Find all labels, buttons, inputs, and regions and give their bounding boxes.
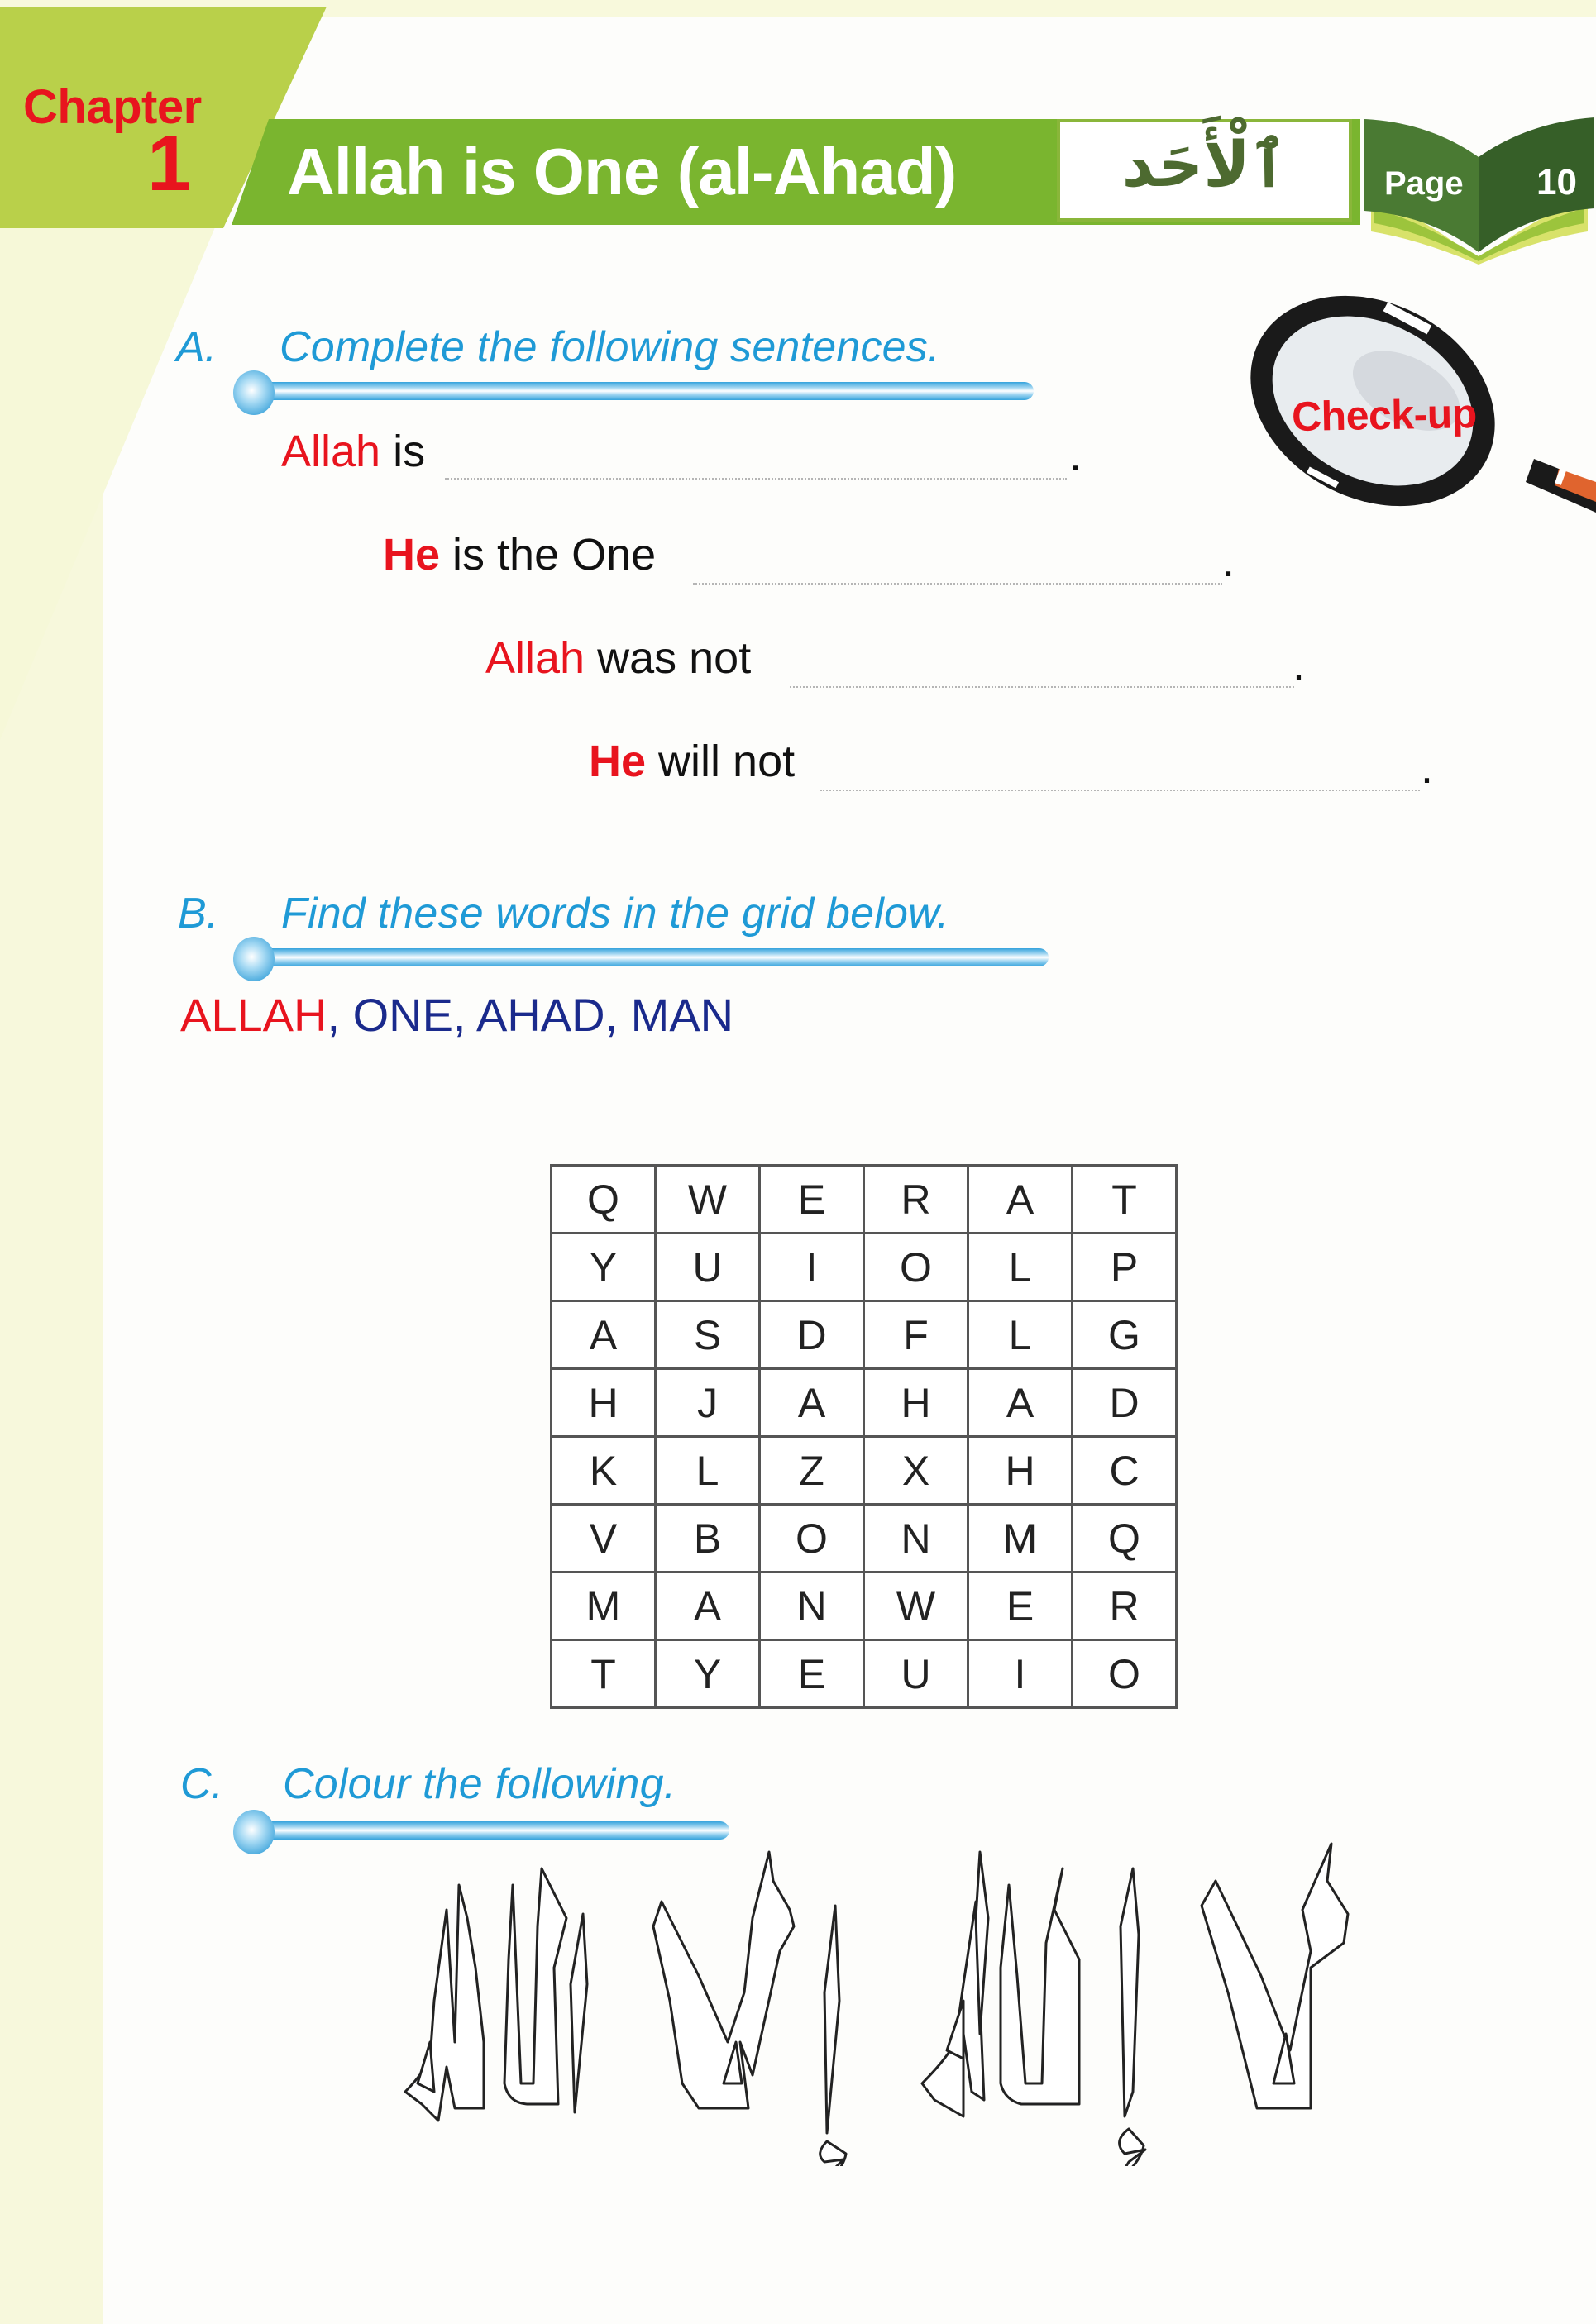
grid-cell[interactable]: Y [656, 1640, 760, 1708]
sentence-2-lead: He [383, 530, 441, 580]
word-separator: , [327, 989, 353, 1041]
sentence-3 [485, 632, 751, 684]
grid-cell[interactable]: E [968, 1572, 1073, 1640]
sentence-4 [589, 736, 795, 787]
grid-cell[interactable]: R [864, 1166, 968, 1234]
section-a-letter: A. [176, 323, 217, 371]
word-one: ONE [352, 989, 453, 1041]
sentence-2-period: . [1222, 537, 1235, 586]
grid-cell[interactable]: W [864, 1572, 968, 1640]
word-list [180, 988, 733, 1042]
checkup-badge-label: Check-up [1291, 390, 1478, 440]
word-man: MAN [630, 989, 734, 1041]
grid-cell[interactable]: A [968, 1166, 1073, 1234]
grid-cell[interactable]: O [864, 1234, 968, 1301]
arabic-title-box [1057, 119, 1352, 222]
grid-cell[interactable]: H [552, 1369, 656, 1437]
grid-cell[interactable]: Q [1073, 1505, 1177, 1572]
arabic-title: ٱلْأَحَد [1121, 127, 1288, 201]
word-search-grid [550, 1164, 1178, 1709]
grid-cell[interactable]: J [656, 1369, 760, 1437]
section-a-underline [248, 382, 1034, 400]
sentence-2-text: is the One [452, 530, 657, 580]
grid-cell[interactable]: K [552, 1437, 656, 1505]
grid-cell[interactable]: R [1073, 1572, 1177, 1640]
sentence-1 [281, 426, 425, 477]
grid-row [552, 1166, 1177, 1234]
grid-cell[interactable]: T [1073, 1166, 1177, 1234]
sentence-4-blank[interactable] [820, 790, 1420, 791]
section-a-instruction: Complete the following sentences. [280, 323, 940, 371]
section-b-knob-icon [233, 937, 275, 981]
grid-cell[interactable]: A [760, 1369, 864, 1437]
grid-cell[interactable]: H [968, 1437, 1073, 1505]
grid-cell[interactable]: L [968, 1234, 1073, 1301]
sentence-4-lead: He [589, 737, 647, 786]
grid-cell[interactable]: L [968, 1301, 1073, 1369]
sentence-3-lead: Allah [485, 633, 585, 683]
sentence-3-blank[interactable] [790, 686, 1294, 688]
grid-cell[interactable]: B [656, 1505, 760, 1572]
section-b-letter: B. [178, 890, 219, 938]
grid-cell[interactable]: S [656, 1301, 760, 1369]
grid-cell[interactable]: H [864, 1369, 968, 1437]
word-separator: , [452, 989, 476, 1041]
grid-cell[interactable]: D [1073, 1369, 1177, 1437]
grid-row [552, 1640, 1177, 1708]
grid-cell[interactable]: A [656, 1572, 760, 1640]
grid-cell[interactable]: Q [552, 1166, 656, 1234]
grid-row [552, 1505, 1177, 1572]
word-separator: , [604, 989, 631, 1041]
grid-cell[interactable]: T [552, 1640, 656, 1708]
grid-row [552, 1369, 1177, 1437]
grid-cell[interactable]: A [968, 1369, 1073, 1437]
grid-cell[interactable]: L [656, 1437, 760, 1505]
grid-cell[interactable]: Y [552, 1234, 656, 1301]
grid-cell[interactable]: N [864, 1505, 968, 1572]
grid-cell[interactable]: X [864, 1437, 968, 1505]
grid-cell[interactable]: U [656, 1234, 760, 1301]
grid-cell[interactable]: N [760, 1572, 864, 1640]
grid-cell[interactable]: U [864, 1640, 968, 1708]
section-b-instruction: Find these words in the grid below. [281, 890, 949, 938]
grid-cell[interactable]: M [968, 1505, 1073, 1572]
grid-cell[interactable]: W [656, 1166, 760, 1234]
shahada-calligraphy-outline[interactable] [236, 1835, 1385, 2166]
grid-cell[interactable]: G [1073, 1301, 1177, 1369]
sentence-1-lead: Allah [281, 427, 381, 476]
page-title: Allah is One (al-Ahad) [287, 135, 957, 208]
grid-cell[interactable]: E [760, 1640, 864, 1708]
grid-cell[interactable]: A [552, 1301, 656, 1369]
page-number: 10 [1536, 162, 1577, 203]
sentence-1-text: is [393, 427, 426, 476]
grid-cell[interactable]: C [1073, 1437, 1177, 1505]
grid-row [552, 1234, 1177, 1301]
grid-cell[interactable]: O [1073, 1640, 1177, 1708]
grid-cell[interactable]: P [1073, 1234, 1177, 1301]
page-label: Page [1384, 165, 1464, 202]
grid-row [552, 1572, 1177, 1640]
grid-row [552, 1301, 1177, 1369]
sentence-1-period: . [1069, 431, 1082, 480]
chapter-label: Chapter [23, 80, 202, 134]
grid-cell[interactable]: E [760, 1166, 864, 1234]
sentence-3-period: . [1293, 640, 1306, 690]
section-b-underline [248, 948, 1049, 966]
word-ahad: AHAD [475, 989, 605, 1041]
sentence-2-blank[interactable] [693, 583, 1222, 585]
word-allah: ALLAH [180, 989, 327, 1041]
section-c-letter: C. [180, 1760, 223, 1808]
sentence-3-text: was not [597, 633, 752, 683]
grid-cell[interactable]: F [864, 1301, 968, 1369]
grid-cell[interactable]: V [552, 1505, 656, 1572]
section-a-knob-icon [233, 370, 275, 415]
grid-cell[interactable]: O [760, 1505, 864, 1572]
sentence-1-blank[interactable] [445, 478, 1067, 480]
chapter-number: 1 [147, 119, 192, 208]
sentence-4-period: . [1421, 743, 1434, 793]
grid-cell[interactable]: D [760, 1301, 864, 1369]
grid-row [552, 1437, 1177, 1505]
grid-cell[interactable]: Z [760, 1437, 864, 1505]
sentence-2 [383, 529, 656, 580]
sentence-4-text: will not [658, 737, 796, 786]
grid-cell[interactable]: I [760, 1234, 864, 1301]
grid-cell[interactable]: I [968, 1640, 1073, 1708]
section-c-instruction: Colour the following. [283, 1760, 676, 1808]
grid-cell[interactable]: M [552, 1572, 656, 1640]
